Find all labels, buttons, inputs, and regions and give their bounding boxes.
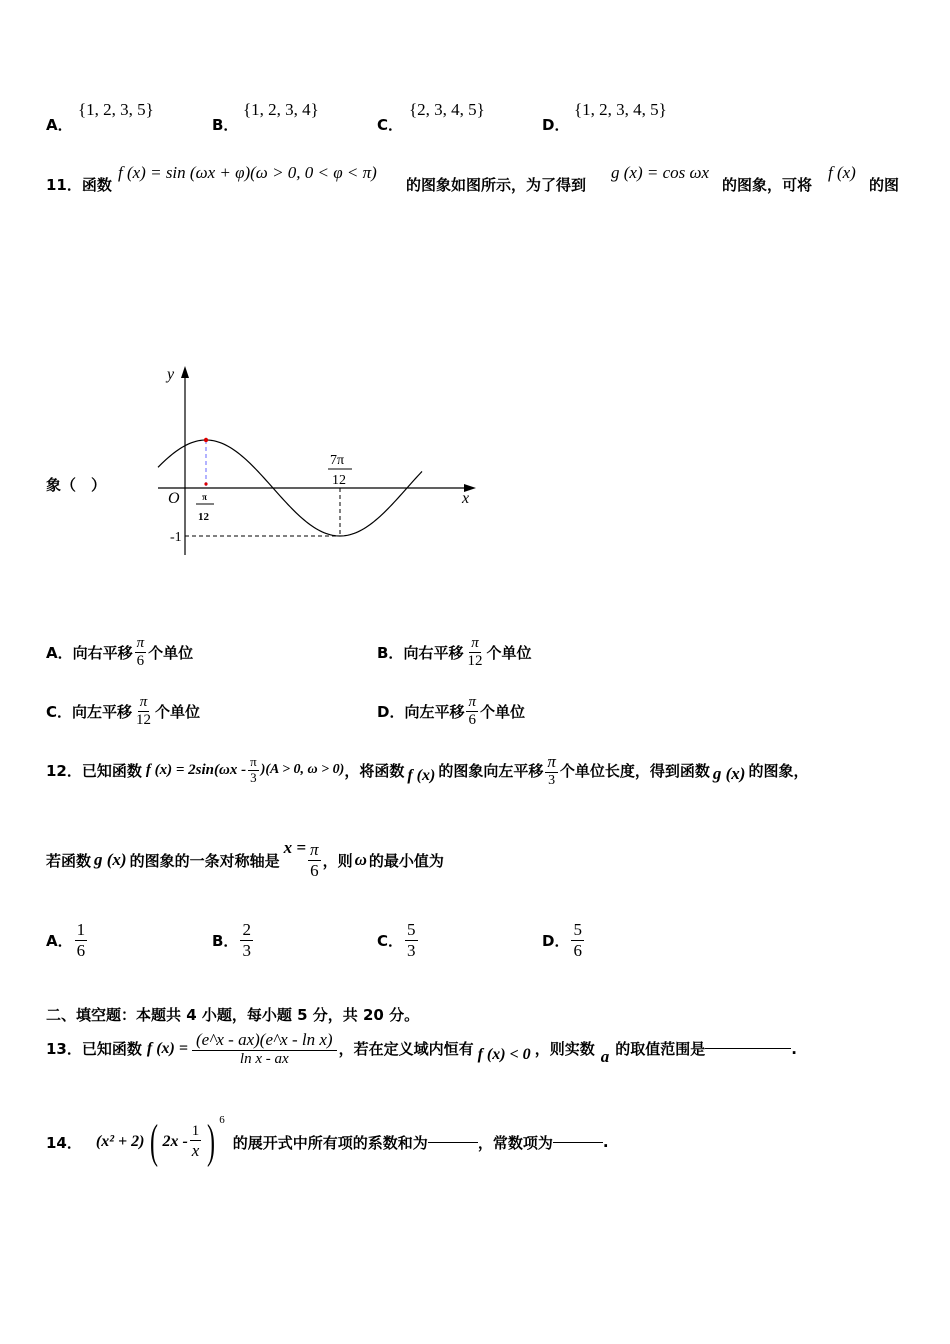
peak-foot-point [204,482,207,485]
q14-end: . [602,1133,609,1151]
q11-opt-d-label: D． [377,703,405,722]
q12-opt-a-den: 6 [76,940,86,960]
q12-text9: 的最小值为 [368,851,444,870]
q12-option-a[interactable] [46,920,89,960]
q12-text1: 已知函数 [81,761,142,780]
question-11-stem [46,174,112,195]
q12-option-b[interactable] [212,920,255,960]
q13-condition: f (x) < 0 [477,1045,531,1063]
q12-frac-num: π [250,753,257,769]
q12-text6: 若函数 [46,851,92,870]
q11-opt-a-label: A． [46,644,73,663]
tick-pi-label: π [202,492,207,502]
q11-formula-f: f (x) = sin (ωx + φ)(ω > 0, 0 < φ < π) [118,163,377,182]
question-14: 14． (x² + 2) ( 2x - $\frac{1}{x}$ ) 6 的展开式中所有项的系数和为 ，常数项为 . [46,1114,609,1168]
q11-opt-c-pre: 向左平移 [72,703,133,722]
q13-denominator: ln x - ax [239,1050,289,1067]
q13-number: 13． [46,1040,82,1059]
q12-text7: 的图象的一条对称轴是 [129,851,280,870]
q10-option-b-label: B． [212,116,239,134]
q11-text2: 的图象，可将 [722,176,813,194]
q12-axis-x: x = [283,838,307,858]
q14-number: 14． [46,1133,82,1152]
q14-power: 6 [219,1114,225,1126]
q13-text4: 的取值范围是 [615,1040,706,1059]
q14-factor1: (x² + 2) [95,1133,145,1150]
q11-option-a[interactable] [46,635,193,671]
q11-opt-a-num: π [135,635,147,653]
x-axis-label: x [462,490,470,507]
y-axis-arrow [181,366,189,378]
q11-opt-b-label: B． [377,644,404,663]
q12-omega: ω [354,850,367,870]
q12-opt-d-label: D． [542,931,570,950]
q11-opt-d-num: π [466,694,478,712]
q12-opt-b-den: 3 [242,940,251,960]
section-2-heading: 二、填空题：本题共 4 小题，每小题 5 分，共 20 分。 [46,1006,420,1024]
q11-opt-a-post: 个单位 [148,644,194,663]
q11-option-c[interactable] [46,694,200,730]
q10-option-c-value: {2, 3, 4, 5} [409,100,485,119]
question-12-line1 [46,752,808,789]
q14-answer-blank-2[interactable] [553,1142,603,1143]
q14-factor2a: 2x - [162,1133,188,1150]
q12-frac-den: 3 [250,769,257,785]
q10-option-d-label: D． [542,116,570,134]
q11-text1: 的图象如图所示，为了得到 [406,176,587,194]
q11-number: 11． [46,176,82,194]
q12-opt-b-label: B． [212,931,239,950]
tick-12-label: 12 [198,511,209,523]
q12-opt-d-num: 5 [573,920,582,939]
q10-option-c-label: C． [377,116,404,134]
q13-text2: ，若在定义域内恒有 [338,1040,474,1059]
q12-axis-num: π [310,840,319,859]
q12-opt-c-den: 3 [407,940,416,960]
q14-text2: ，常数项为 [477,1133,553,1152]
origin-label: O [168,490,180,507]
q12-opt-c-label: C． [377,931,404,950]
q10-option-d-value: {1, 2, 3, 4, 5} [574,100,667,119]
q10-option-a-label: A． [46,116,73,134]
sine-graph [150,360,490,570]
q11-opt-c-den: 12 [136,712,152,729]
q12-number: 12． [46,761,82,780]
q12-fx: f (x) [407,767,436,785]
minus-one-label: -1 [170,530,182,545]
q12-axis-den: 6 [310,860,319,880]
question-12-line2 [46,840,444,880]
q11-opt-c-label: C． [46,703,73,722]
q11-word-func: 函数 [81,176,112,194]
q13-var-a: a [600,1046,610,1066]
q11-opt-b-num: π [469,635,481,653]
q12-opt-a-label: A． [46,931,73,950]
q10-option-a-value: {1, 2, 3, 5} [78,100,154,119]
q14-answer-blank-1[interactable] [428,1142,478,1143]
q13-text1: 已知函数 [81,1040,142,1059]
q11-opt-c-num: π [138,694,150,712]
q12-opt-a-num: 1 [76,920,86,939]
q12-text4: 个单位长度，得到函数 [559,761,710,780]
q12-text2: ，将函数 [344,761,405,780]
q11-option-d[interactable] [377,694,525,730]
q12-shift-num: π [547,752,556,771]
q12-opt-b-num: 2 [242,920,251,939]
q11-opt-d-pre: 向左平移 [404,703,465,722]
q13-text3: ，则实数 [534,1040,595,1059]
q11-text4: 象（ ） [46,476,107,494]
q11-formula-g: g (x) = cos ωx [611,163,710,182]
q12-text3: 的图象向左平移 [438,761,544,780]
q10-option-b-value: {1, 2, 3, 4} [243,100,319,119]
q12-opt-c-num: 5 [407,920,416,939]
q11-option-b[interactable] [377,635,531,671]
q12-formula-a: f (x) = 2sin(ωx - [145,761,247,778]
q11-text3: 的图 [869,176,900,194]
q11-opt-a-den: 6 [136,653,145,670]
q12-shift-den: 3 [548,772,556,788]
q12-option-d[interactable] [542,920,586,960]
q12-opt-d-den: 6 [573,940,582,960]
q11-opt-d-den: 6 [468,712,476,729]
tick-12b-label: 12 [332,473,346,488]
q12-text5: 的图象， [748,761,809,780]
y-axis-label: y [167,366,175,383]
q11-opt-b-post: 个单位 [486,644,532,663]
q11-formula-f2: f (x) [828,163,856,182]
q12-gx: g (x) [712,764,746,784]
q13-end: . [791,1039,797,1058]
q11-opt-d-post: 个单位 [479,703,525,722]
q14-frac-den: x [191,1141,200,1161]
q11-opt-a-pre: 向右平移 [72,644,133,663]
tick-7pi-label: 7π [330,453,345,468]
q13-lhs: f (x) = [146,1039,188,1057]
peak-point [204,438,208,442]
q11-opt-b-pre: 向右平移 [403,644,464,663]
q12-gx2: g (x) [94,850,127,870]
q12-formula-b: )(A > 0, ω > 0) [260,762,345,778]
q14-frac-num: 1 [190,1123,202,1141]
question-13 [46,1030,797,1068]
q13-answer-blank[interactable] [705,1048,791,1049]
q13-numerator: (e^x - ax)(e^x - ln x) [192,1030,337,1051]
q14-text1: 的展开式中所有项的系数和为 [232,1133,428,1152]
q12-option-c[interactable] [377,920,420,960]
q11-opt-c-post: 个单位 [155,703,201,722]
q11-opt-b-den: 12 [467,653,483,670]
q12-text8: ，则 [322,851,353,870]
